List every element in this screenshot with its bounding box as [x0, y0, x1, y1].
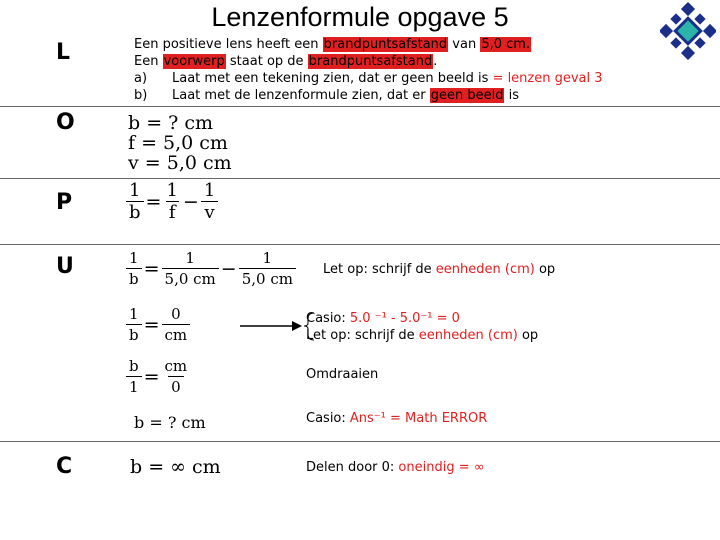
fraction: [126, 248, 142, 289]
intro-text: Laat met een tekening zien, dat er geen beeld is: [172, 71, 493, 86]
equals-sign: =: [143, 365, 160, 388]
note-casio-2: [306, 411, 487, 426]
divider: [0, 244, 720, 245]
fraction: [201, 180, 218, 223]
intro-text: is: [504, 88, 520, 103]
note-text: Let op: schrijf de: [323, 262, 436, 277]
minus-sign: −: [220, 257, 237, 280]
intro-text: Een positieve lens heeft een: [134, 37, 323, 52]
note-omdraaien: Omdraaien: [306, 367, 379, 382]
step-b-unknown: b = ? cm: [134, 413, 206, 432]
divider: [0, 178, 720, 179]
given-values: [128, 113, 232, 173]
logo-icon: [660, 2, 716, 60]
note-units-2: [306, 328, 538, 343]
note-text: op: [517, 328, 539, 343]
fraction: [126, 304, 142, 345]
intro-text: van: [448, 37, 481, 52]
intro-text: .: [433, 54, 438, 69]
step-letter-c: C: [56, 454, 73, 479]
equals-sign: =: [143, 313, 160, 336]
red-annotation: eenheden (cm): [435, 262, 535, 277]
intro-line-2: [134, 53, 603, 70]
red-annotation: oneindig = ∞: [398, 460, 485, 475]
numerator: b: [129, 357, 139, 375]
red-annotation: 5.0 ⁻¹ - 5.0⁻¹ = 0: [349, 311, 460, 326]
page-title: Lenzenformule opgave 5: [211, 2, 509, 32]
fraction: [239, 248, 296, 289]
note-text: op: [534, 262, 556, 277]
given-b: b = ? cm: [128, 112, 214, 134]
note-divide-by-zero: [306, 460, 485, 475]
denominator: 5,0 cm: [239, 268, 296, 289]
red-annotation: Ans⁻¹ = Math ERROR: [349, 411, 488, 426]
step-letter-p: P: [56, 190, 73, 215]
note-text: Let op: schrijf de: [306, 328, 419, 343]
step-invert: [126, 356, 190, 397]
intro-text: Laat met de lenzenformule zien, dat er: [172, 88, 430, 103]
highlight: brandpuntsafstand: [323, 37, 448, 52]
intro-line-1: [134, 36, 603, 53]
denominator: 5,0 cm: [162, 268, 219, 289]
denominator: b: [126, 268, 142, 289]
minus-sign: −: [182, 190, 199, 213]
fraction: [163, 180, 180, 223]
red-annotation: eenheden (cm): [418, 328, 518, 343]
question-label: a): [134, 71, 148, 86]
numerator: 1: [185, 249, 195, 267]
numerator: 1: [262, 249, 273, 267]
fraction: [162, 304, 191, 345]
numerator: cm: [164, 357, 188, 375]
denominator: cm: [162, 324, 191, 345]
note-text: Casio:: [306, 311, 350, 326]
note-casio-1: [306, 311, 460, 326]
denominator: b: [126, 324, 142, 345]
intro-text: staat op de: [225, 54, 308, 69]
note-text: Casio:: [306, 411, 350, 426]
step-letter-l: L: [56, 40, 71, 65]
fraction: [126, 356, 142, 397]
question-label: b): [134, 88, 148, 103]
fraction: [126, 180, 144, 223]
divider: [0, 106, 720, 107]
highlight: voorwerp: [163, 54, 225, 69]
step-letter-u: U: [56, 254, 74, 279]
highlight: brandpuntsafstand: [308, 54, 433, 69]
intro-text: Een: [134, 54, 163, 69]
fraction: [162, 356, 191, 397]
note-units-1: [323, 262, 555, 277]
numerator: 1: [129, 305, 139, 323]
numerator: 1: [166, 180, 178, 201]
note-text: Delen door 0:: [306, 460, 399, 475]
step-result-zero: [126, 304, 190, 345]
equals-sign: =: [143, 257, 160, 280]
given-f: f = 5,0 cm: [128, 132, 228, 154]
problem-statement: [134, 36, 603, 104]
intro-line-4: [134, 87, 603, 104]
answer-b-infinite: b = ∞ cm: [130, 456, 221, 478]
denominator: 0: [168, 376, 184, 397]
numerator: 1: [203, 180, 216, 201]
fraction: [162, 248, 219, 289]
numerator: 0: [171, 305, 181, 323]
numerator: 1: [129, 249, 139, 267]
intro-line-3: [134, 70, 603, 87]
denominator: b: [126, 201, 144, 223]
denominator: 1: [126, 376, 142, 397]
equals-sign: =: [145, 190, 162, 213]
given-v: v = 5,0 cm: [128, 152, 232, 174]
denominator: f: [166, 201, 179, 223]
highlight: geen beeld: [430, 88, 504, 103]
red-annotation: = lenzen geval 3: [492, 71, 603, 86]
highlight: 5,0 cm.: [481, 37, 531, 52]
denominator: v: [201, 201, 217, 223]
numerator: 1: [129, 180, 141, 201]
step-letter-o: O: [56, 110, 75, 135]
divider: [0, 441, 720, 442]
step-substitute: [126, 248, 296, 289]
lens-formula: [126, 180, 218, 223]
